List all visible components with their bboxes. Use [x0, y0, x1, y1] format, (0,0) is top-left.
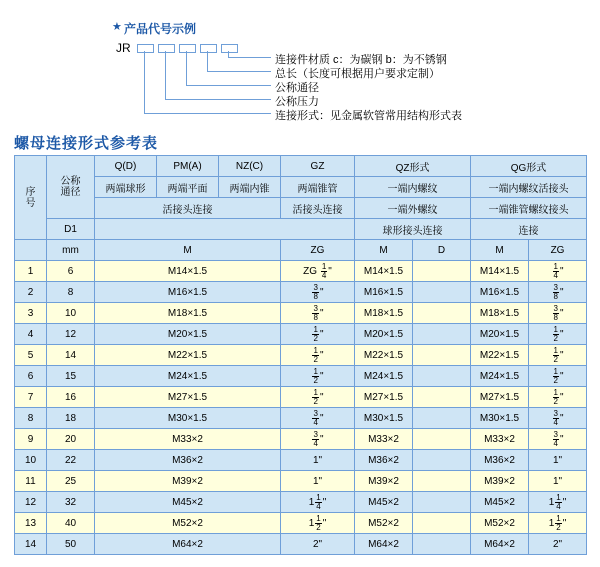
cell-seq: 14	[15, 534, 47, 555]
cell-qg-m: M52×2	[471, 513, 529, 534]
cell-qz-d	[413, 345, 471, 366]
table-row	[15, 303, 587, 324]
cell-qz-d	[413, 450, 471, 471]
cell-seq: 5	[15, 345, 47, 366]
cell-qg-zg: $\frac{3}{8}$ "	[529, 303, 587, 324]
cell-qz-d	[413, 387, 471, 408]
header-group-qg: QG形式	[471, 156, 587, 177]
callout-nominal-diameter: 公称通径	[275, 82, 319, 94]
cell-seq: 1	[15, 261, 47, 282]
cell-qz-d	[413, 282, 471, 303]
cell-dn: 20	[47, 429, 95, 450]
cell-dn: 16	[47, 387, 95, 408]
table-units-row	[15, 240, 587, 261]
cell-seq: 9	[15, 429, 47, 450]
cell-m-left: M16×1.5	[95, 282, 281, 303]
code-slot-4	[200, 44, 217, 53]
cell-m-left: M22×1.5	[95, 345, 281, 366]
cell-qz-m: M33×2	[355, 429, 413, 450]
cell-qz-d	[413, 408, 471, 429]
table-row	[15, 429, 587, 450]
cell-qg-zg: 1 $\frac{1}{2}$ "	[529, 513, 587, 534]
cell-qg-m: M45×2	[471, 492, 529, 513]
cell-qg-zg: 1"	[529, 450, 587, 471]
cell-dn: 22	[47, 450, 95, 471]
table-header-row-3	[15, 198, 587, 219]
cell-m-left: M27×1.5	[95, 387, 281, 408]
page-title: 螺母连接形式参考表	[14, 135, 159, 152]
cell-dn: 8	[47, 282, 95, 303]
cell-gz: $\frac{1}{2}$ "	[281, 324, 355, 345]
cell-qg-m: M20×1.5	[471, 324, 529, 345]
nut-connection-table-wrap	[14, 155, 586, 555]
cell-qz-m: M52×2	[355, 513, 413, 534]
header-group-qz: QZ形式	[355, 156, 471, 177]
cell-qz-d	[413, 492, 471, 513]
header-group-gz: GZ	[281, 156, 355, 177]
cell-gz: 1 $\frac{1}{4}$ "	[281, 492, 355, 513]
cell-m-left: M14×1.5	[95, 261, 281, 282]
header-group-qd: Q(D)	[95, 156, 157, 177]
cell-qz-m: M36×2	[355, 450, 413, 471]
cell-m-left: M18×1.5	[95, 303, 281, 324]
cell-qg-zg: $\frac{3}{8}$ "	[529, 282, 587, 303]
unit-zg-gz: ZG	[281, 240, 355, 261]
cell-gz: $\frac{3}{4}$ "	[281, 408, 355, 429]
cell-m-left: M64×2	[95, 534, 281, 555]
cell-qz-m: M22×1.5	[355, 345, 413, 366]
cell-qz-m: M16×1.5	[355, 282, 413, 303]
unit-mm: mm	[47, 240, 95, 261]
leader-line-4-h	[165, 99, 271, 100]
cell-qz-m: M30×1.5	[355, 408, 413, 429]
header-connection: 连接	[471, 219, 587, 240]
cell-seq: 12	[15, 492, 47, 513]
leader-line-5-h	[144, 113, 271, 114]
nut-connection-table	[14, 155, 587, 555]
cell-qg-zg: 1 $\frac{1}{4}$ "	[529, 492, 587, 513]
cell-qg-m: M16×1.5	[471, 282, 529, 303]
callout-material: 连接件材质 c：为碳钢 b：为不锈钢	[275, 54, 447, 66]
cell-qg-zg: 2"	[529, 534, 587, 555]
cell-qg-zg: $\frac{3}{4}$ "	[529, 408, 587, 429]
table-header-row-4	[15, 219, 587, 240]
unit-seq-blank	[15, 240, 47, 261]
product-code-diagram	[0, 0, 600, 130]
cell-qz-m: M24×1.5	[355, 366, 413, 387]
cell-qg-zg: $\frac{1}{2}$ "	[529, 366, 587, 387]
table-row	[15, 408, 587, 429]
table-row	[15, 534, 587, 555]
header-sub-pma: 两端平面	[157, 177, 219, 198]
cell-qg-m: M30×1.5	[471, 408, 529, 429]
header-sub-qd: 两端球形	[95, 177, 157, 198]
cell-qz-d	[413, 429, 471, 450]
cell-qz-m: M45×2	[355, 492, 413, 513]
cell-seq: 4	[15, 324, 47, 345]
cell-qg-m: M24×1.5	[471, 366, 529, 387]
table-body	[15, 261, 587, 555]
unit-qz-m: M	[355, 240, 413, 261]
callout-nominal-pressure: 公称压力	[275, 96, 319, 108]
cell-qg-zg: $\frac{1}{2}$ "	[529, 345, 587, 366]
header-nominal-diameter: 公称通径	[47, 156, 95, 219]
table-row	[15, 513, 587, 534]
cell-gz: $\frac{1}{2}$ "	[281, 366, 355, 387]
cell-seq: 6	[15, 366, 47, 387]
cell-gz: $\frac{3}{4}$ "	[281, 429, 355, 450]
cell-gz: $\frac{1}{2}$ "	[281, 345, 355, 366]
cell-qz-d	[413, 366, 471, 387]
cell-qg-zg: $\frac{1}{2}$ "	[529, 324, 587, 345]
cell-qg-m: M36×2	[471, 450, 529, 471]
table-row	[15, 471, 587, 492]
callout-length: 总长（长度可根据用户要求定制）	[275, 68, 440, 80]
cell-qz-d	[413, 261, 471, 282]
cell-qz-d	[413, 303, 471, 324]
code-prefix: JR	[116, 41, 131, 55]
cell-seq: 3	[15, 303, 47, 324]
cell-m-left: M33×2	[95, 429, 281, 450]
code-slot-2	[158, 44, 175, 53]
cell-gz: 2"	[281, 534, 355, 555]
table-row	[15, 345, 587, 366]
table-row	[15, 366, 587, 387]
table-row	[15, 324, 587, 345]
table-row	[15, 450, 587, 471]
cell-dn: 32	[47, 492, 95, 513]
leader-line-5-v	[144, 51, 145, 113]
cell-dn: 6	[47, 261, 95, 282]
leader-line-2-h	[207, 71, 271, 72]
cell-gz: $\frac{3}{8}$ "	[281, 303, 355, 324]
header-union-connection-gz: 活接头连接	[281, 198, 355, 219]
header-taper-thread-joint: 一端锥管螺纹接头	[471, 198, 587, 219]
cell-m-left: M39×2	[95, 471, 281, 492]
header-sub-gz: 两端锥管	[281, 177, 355, 198]
code-slot-1	[137, 44, 154, 53]
cell-qg-m: M33×2	[471, 429, 529, 450]
leader-line-1-h	[228, 57, 271, 58]
header-sub-qz: 一端内螺纹	[355, 177, 471, 198]
table-row	[15, 387, 587, 408]
cell-qz-d	[413, 471, 471, 492]
cell-seq: 7	[15, 387, 47, 408]
header-d1: D1	[47, 219, 95, 240]
cell-gz: ZG $\frac{1}{4}$ "	[281, 261, 355, 282]
cell-qg-zg: $\frac{1}{2}$ "	[529, 387, 587, 408]
cell-dn: 50	[47, 534, 95, 555]
cell-m-left: M52×2	[95, 513, 281, 534]
cell-qz-m: M64×2	[355, 534, 413, 555]
unit-m-left: M	[95, 240, 281, 261]
leader-line-2-v	[207, 51, 208, 71]
cell-gz: $\frac{1}{2}$ "	[281, 387, 355, 408]
cell-qz-m: M20×1.5	[355, 324, 413, 345]
cell-qg-zg: $\frac{1}{4}$ "	[529, 261, 587, 282]
cell-qz-m: M27×1.5	[355, 387, 413, 408]
cell-gz: $\frac{3}{8}$ "	[281, 282, 355, 303]
header-sub-qg: 一端内螺纹活接头	[471, 177, 587, 198]
diagram-title: 产品代号示例	[124, 22, 197, 36]
cell-dn: 40	[47, 513, 95, 534]
cell-qz-m: M18×1.5	[355, 303, 413, 324]
leader-line-3-v	[186, 51, 187, 85]
table-row	[15, 282, 587, 303]
table-header-row-2	[15, 177, 587, 198]
cell-m-left: M45×2	[95, 492, 281, 513]
cell-gz: 1"	[281, 471, 355, 492]
header-sub-nzc: 两端内锥	[219, 177, 281, 198]
header-group-nzc: NZ(C)	[219, 156, 281, 177]
cell-m-left: M30×1.5	[95, 408, 281, 429]
cell-qz-d	[413, 513, 471, 534]
unit-qg-m: M	[471, 240, 529, 261]
cell-seq: 2	[15, 282, 47, 303]
cell-seq: 10	[15, 450, 47, 471]
cell-dn: 12	[47, 324, 95, 345]
cell-dn: 18	[47, 408, 95, 429]
cell-m-left: M20×1.5	[95, 324, 281, 345]
cell-qg-m: M64×2	[471, 534, 529, 555]
callout-connection-type: 连接形式：见金属软管常用结构形式表	[275, 110, 462, 122]
cell-qg-m: M27×1.5	[471, 387, 529, 408]
table-header-row-1	[15, 156, 587, 177]
cell-qg-zg: $\frac{3}{4}$ "	[529, 429, 587, 450]
leader-line-4-v	[165, 51, 166, 99]
cell-seq: 13	[15, 513, 47, 534]
cell-qz-d	[413, 324, 471, 345]
cell-gz: 1 $\frac{1}{2}$ "	[281, 513, 355, 534]
cell-qg-zg: 1"	[529, 471, 587, 492]
leader-line-3-h	[186, 85, 271, 86]
unit-qz-d: D	[413, 240, 471, 261]
header-ball-joint-connection: 球形接头连接	[355, 219, 471, 240]
cell-gz: 1"	[281, 450, 355, 471]
cell-qg-m: M39×2	[471, 471, 529, 492]
table-row	[15, 492, 587, 513]
cell-qg-m: M14×1.5	[471, 261, 529, 282]
code-slot-3	[179, 44, 196, 53]
header-external-thread: 一端外螺纹	[355, 198, 471, 219]
cell-qz-m: M14×1.5	[355, 261, 413, 282]
cell-dn: 25	[47, 471, 95, 492]
cell-seq: 8	[15, 408, 47, 429]
cell-qz-m: M39×2	[355, 471, 413, 492]
header-union-connection: 活接头连接	[95, 198, 281, 219]
cell-dn: 10	[47, 303, 95, 324]
code-slot-5	[221, 44, 238, 53]
cell-qg-m: M22×1.5	[471, 345, 529, 366]
cell-dn: 15	[47, 366, 95, 387]
cell-qg-m: M18×1.5	[471, 303, 529, 324]
header-seq: 序号	[15, 156, 47, 240]
cell-seq: 11	[15, 471, 47, 492]
cell-qz-d	[413, 534, 471, 555]
cell-m-left: M36×2	[95, 450, 281, 471]
cell-m-left: M24×1.5	[95, 366, 281, 387]
cell-dn: 14	[47, 345, 95, 366]
table-row	[15, 261, 587, 282]
unit-qg-zg: ZG	[529, 240, 587, 261]
header-group-pma: PM(A)	[157, 156, 219, 177]
star-icon: ★	[112, 21, 122, 33]
header-blank	[95, 219, 355, 240]
